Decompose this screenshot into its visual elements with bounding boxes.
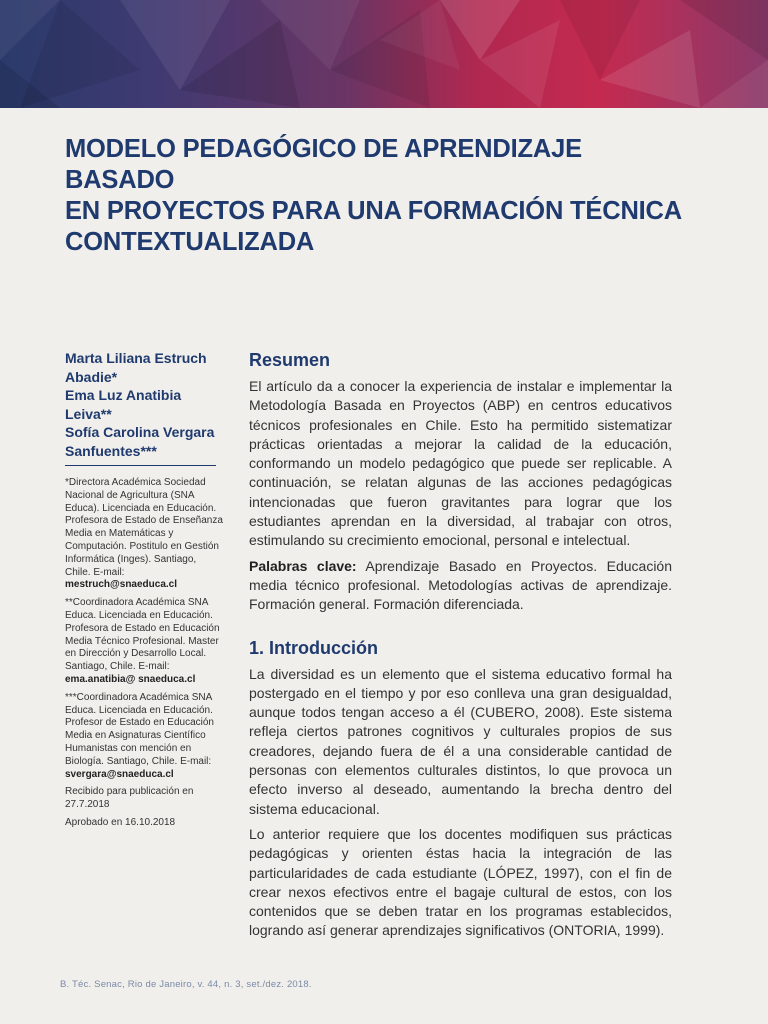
triangle-pattern [0, 0, 768, 108]
author-notes [65, 477, 223, 830]
intro-paragraph: Lo anterior requiere que los docentes modifiquen sus prácticas pedagógicas y orienten éstas hacia la integración de las particularidades de cada estudiante (LÓPEZ, 1997), con el fin de crear nexos efectivos entre el bagaje cultural de estos, con los contenidos que se deben tratar en los programas establecidos, logrando así generar aprendizajes significativos (ONTORIA, 1999). [249, 825, 672, 939]
title-line: EN PROYECTOS PARA UNA FORMACIÓN TÉCNICA [65, 197, 682, 225]
article-title [65, 134, 685, 258]
header-banner [0, 0, 768, 108]
title-line: MODELO PEDAGÓGICO DE APRENDIZAJE BASADO [65, 135, 582, 194]
keywords-label: Palabras clave: [249, 557, 357, 574]
note-text: *Directora Académica Sociedad Nacional de Agricultura (SNA Educa). Licenciada en Educación. Profesora de Estado de Enseñanza Media en Matemáticas y Computación. Postitulo en Gestión Informática (Inges). Santiago, Chile. E-mail: [65, 477, 223, 578]
note-text: ***Coordinadora Académica SNA Educa. Licenciada en Educación. Profesor de Estado en Educación Media en Asignaturas Científico Humanistas con mención en Biología. Santiago, Chile. E-mail: [65, 691, 214, 767]
keywords [249, 557, 672, 615]
author-note [65, 597, 223, 687]
author-email[interactable]: svergara@snaeduca.cl [65, 768, 174, 780]
received-date: Recibido para publicación en 27.7.2018 [65, 786, 194, 811]
intro-paragraph: La diversidad es un elemento que el sistema educativo formal ha postergado en el tiempo y por eso conlleva una gran desigualdad, aunque todos tengan acceso a él (CUBERO, 2008). Este sistema refleja ciertos patrones cognitivos y culturales propios de sus creadores, dejando fuera de él a una considerable cantidad de personas con elementos culturales distintos, lo que provoca un efecto inverso al deseado, aumentando la brecha dentro del sistema educacional. [249, 665, 672, 817]
author-email[interactable]: mestruch@snaeduca.cl [65, 579, 178, 591]
author-name: Ema Luz Anatibia Leiva** [65, 387, 182, 422]
resumen-heading: Resumen [249, 350, 331, 370]
author-name: Sofía Carolina Vergara Sanfuentes*** [65, 424, 215, 459]
keywords-text: Aprendizaje Basado en Proyectos. Educación media técnico profesional. Metodologías activas de aprendizaje. Formación general. Formación diferenciada. [249, 557, 672, 613]
resumen-text: El artículo da a conocer la experiencia de instalar e implementar la Metodología Basada en Proyectos (ABP) en centros educativos técnicos profesionales en Chile. Esto ha permitido sistematizar prácticas orientadas a mejorar la calidad de la educación, conformando un modelo pedagógico que puede ser replicable. A continuación, se relatan algunas de las acciones pedagógicas intencionadas que fueron gravitantes para lograr que los estudiantes aprendan en la diversidad, al trabajar con otros, estimulando su crecimiento emocional, personal e intelectual. [249, 378, 672, 549]
author-column [65, 349, 225, 835]
main-column [249, 349, 672, 947]
title-line: CONTEXTUALIZADA [65, 228, 315, 256]
note-text: **Coordinadora Académica SNA Educa. Licenciada en Educación. Profesora de Estado en Educación Media Técnico Profesional. Master en Dirección y Desarrollo Local. Santiago, Chile. E-mail: [65, 597, 220, 673]
intro-heading: 1. Introducción [249, 637, 379, 658]
author-name: Marta Liliana Estruch Abadie* [65, 350, 207, 385]
author-note [65, 692, 223, 782]
approved-date: Aprobado en 16.10.2018 [65, 816, 176, 828]
page-footer: B. Téc. Senac, Rio de Janeiro, v. 44, n. 3, set./dez. 2018. [60, 979, 312, 990]
author-list [65, 349, 216, 466]
author-email[interactable]: ema.anatibia@ snaeduca.cl [65, 673, 196, 685]
author-note [65, 477, 223, 592]
